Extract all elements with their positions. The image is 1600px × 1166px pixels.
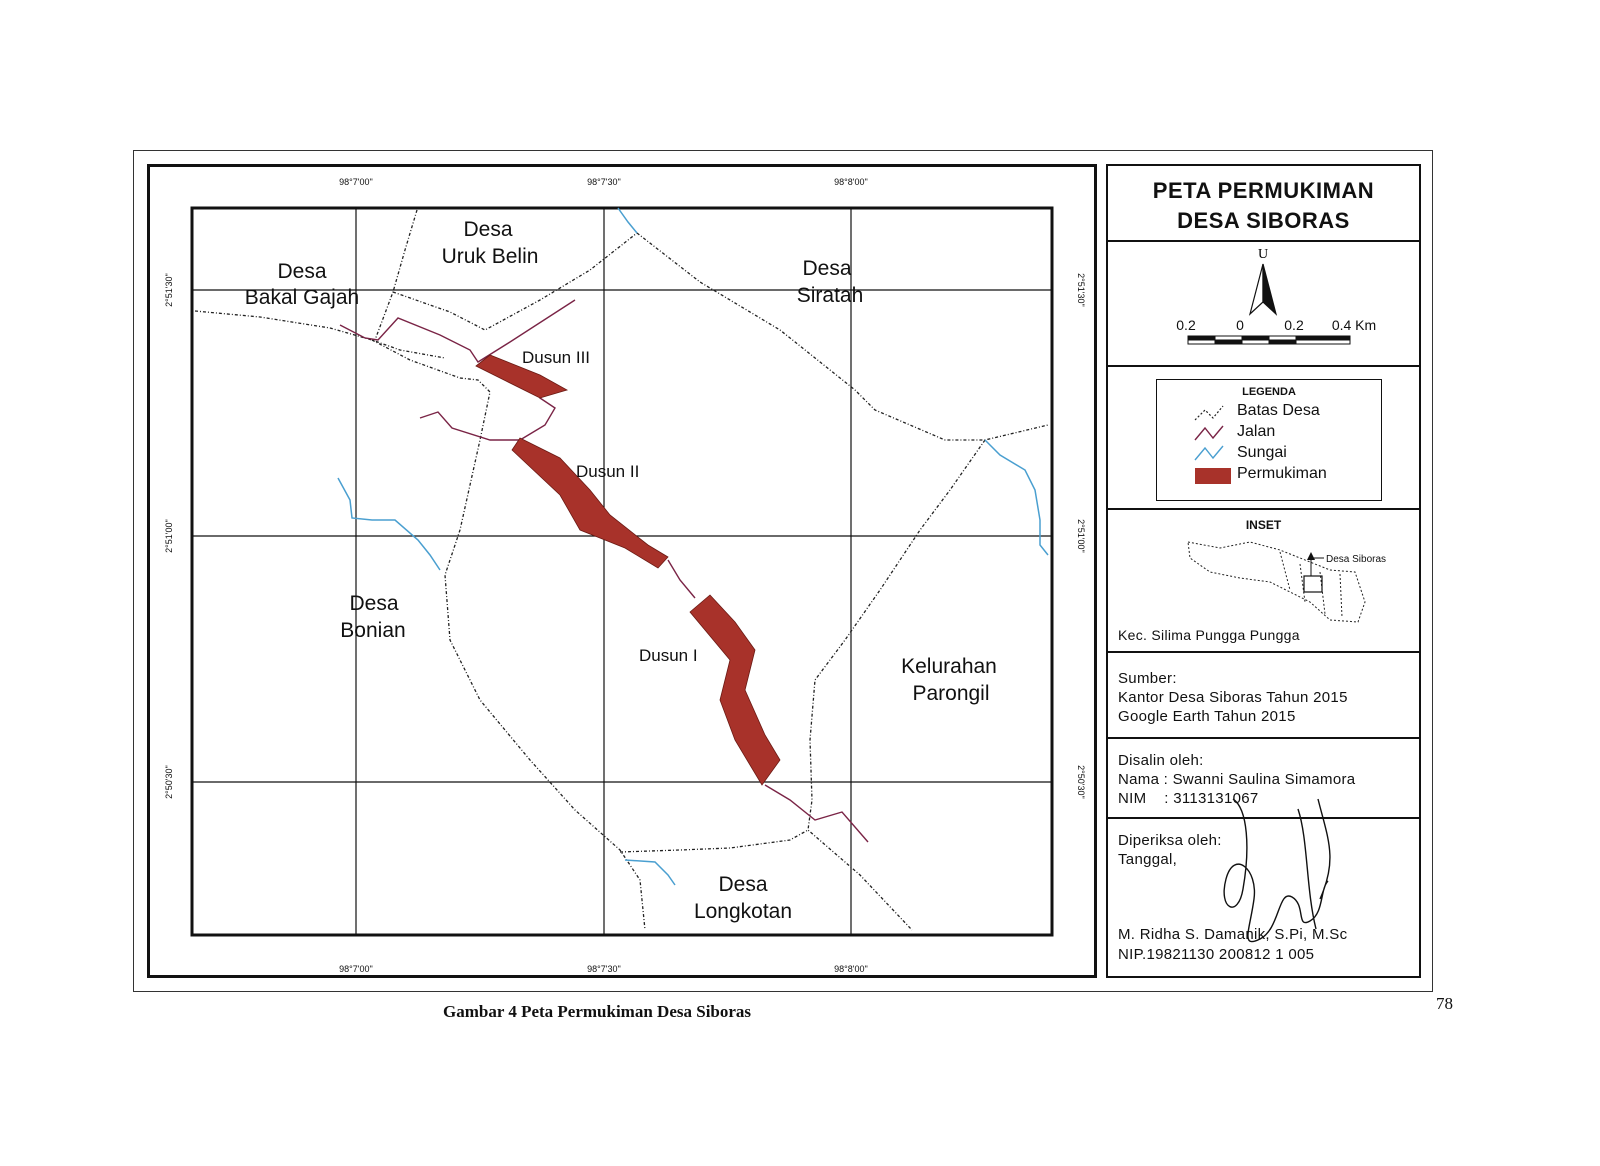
legend-item-river: Sungai: [1237, 444, 1287, 461]
legend-item-boundary: Batas Desa: [1237, 402, 1320, 419]
label-uruk-belin: Uruk Belin: [441, 245, 539, 268]
lon-tick-bottom: 98°7'00'': [339, 964, 373, 974]
lon-tick-bottom: 98°7'30'': [587, 964, 621, 974]
rivers: [338, 208, 1048, 885]
label-parongil: Kelurahan: [901, 655, 997, 678]
road-line-icon: [1195, 426, 1223, 440]
legend-title: LEGENDA: [1242, 386, 1296, 398]
label-bakal-gajah: Bakal Gajah: [244, 286, 360, 309]
label-dusun-1: Dusun I: [639, 646, 698, 665]
scale-panel: [1106, 240, 1421, 367]
copied-by-name: Nama : Swanni Saulina Simamora: [1118, 771, 1356, 788]
inset-title: INSET: [1245, 518, 1282, 532]
inset-map: [1180, 532, 1420, 632]
label-siratah: Siratah: [796, 284, 864, 307]
checked-by-nip: NIP.19821130 200812 1 005: [1118, 946, 1315, 963]
village-boundaries: [195, 210, 1048, 930]
label-dusun-2: Dusun II: [576, 462, 640, 481]
legend-panel: [1106, 365, 1421, 510]
river-line: [338, 478, 440, 570]
lat-tick-left: 2°51'00'': [164, 519, 174, 553]
boundary-line: [195, 311, 445, 358]
settlement-dusun-1: [690, 595, 780, 785]
title-panel: [1106, 164, 1421, 242]
scale-bar: [1188, 336, 1350, 344]
source-line-1: Kantor Desa Siboras Tahun 2015: [1118, 689, 1348, 706]
river-line: [985, 440, 1048, 555]
map-title-line-1: PETA PERMUKIMAN: [1152, 178, 1375, 203]
inset-panel: [1106, 508, 1421, 653]
label-bonian: Desa: [349, 592, 399, 615]
map-neatline: [192, 208, 1052, 935]
label-siratah: Desa: [802, 257, 852, 280]
lat-tick-left: 2°50'30'': [164, 765, 174, 799]
checked-by-heading: Diperiksa oleh:: [1118, 832, 1222, 849]
road-line: [765, 785, 868, 842]
scale-label: 0.2: [1284, 317, 1304, 333]
inset-caption: Kec. Silima Pungga Pungga: [1118, 627, 1300, 643]
settlement-fill-icon: [1195, 468, 1231, 484]
lat-tick-right: 2°51'30'': [1076, 273, 1086, 307]
river-line: [618, 208, 637, 233]
lon-tick-top: 98°8'00'': [834, 177, 868, 187]
lon-tick-bottom: 98°8'00'': [834, 964, 868, 974]
copied-by-heading: Disalin oleh:: [1118, 752, 1204, 769]
legend-box: [1156, 379, 1382, 501]
label-bakal-gajah: Desa: [277, 260, 327, 283]
source-heading: Sumber:: [1118, 670, 1177, 687]
label-longkotan: Desa: [718, 873, 768, 896]
boundary-line-icon: [1195, 406, 1223, 420]
lat-tick-left: 2°51'30'': [164, 273, 174, 307]
label-dusun-3: Dusun III: [522, 348, 591, 367]
checked-by-name: M. Ridha S. Damanik, S.Pi, M.Sc: [1118, 926, 1348, 943]
inset-highlight-box: [1304, 576, 1322, 592]
boundary-line: [620, 830, 808, 852]
signature-icon: [1188, 779, 1388, 979]
label-parongil: Parongil: [912, 682, 990, 705]
river-line: [625, 860, 675, 885]
scale-labels: [1176, 317, 1376, 333]
legend-item-road: Jalan: [1237, 423, 1276, 440]
lon-tick-top: 98°7'30'': [587, 177, 621, 187]
label-uruk-belin: Desa: [463, 218, 513, 241]
legend-symbols: [1193, 402, 1237, 494]
scale-label: 0.4 Km: [1331, 317, 1377, 333]
lon-tick-top: 98°7'00'': [339, 177, 373, 187]
copied-by-nim: NIM : 3113131067: [1118, 790, 1259, 807]
map-title-line-2: DESA SIBORAS: [1177, 208, 1350, 233]
inset-callout-label: Desa Siboras: [1326, 554, 1387, 565]
legend-item-settlement: Permukiman: [1237, 465, 1327, 482]
label-longkotan: Longkotan: [693, 900, 793, 923]
north-label: U: [1257, 247, 1269, 262]
road-line: [668, 560, 695, 598]
north-arrow-icon: [1250, 264, 1276, 314]
lat-tick-right: 2°51'00'': [1076, 519, 1086, 553]
page-number: 78: [1436, 994, 1453, 1013]
river-line-icon: [1195, 446, 1223, 460]
checked-by-panel: [1106, 817, 1421, 978]
settlement-dusun-2: [512, 438, 668, 568]
inset-callout-line: [1311, 558, 1324, 576]
graticule: [192, 208, 1052, 935]
settlements: [476, 355, 780, 785]
figure-caption: Gambar 4 Peta Permukiman Desa Siboras: [443, 1002, 752, 1021]
source-line-2: Google Earth Tahun 2015: [1118, 708, 1296, 725]
scale-label: 0: [1236, 317, 1244, 333]
checked-by-date: Tanggal,: [1118, 851, 1178, 868]
label-bonian: Bonian: [340, 619, 406, 642]
lat-tick-right: 2°50'30'': [1076, 765, 1086, 799]
inset-pointer-icon: [1307, 552, 1315, 560]
source-panel: [1106, 651, 1421, 739]
scale-label: 0.2: [1176, 317, 1196, 333]
north-scale-graphic: [1108, 242, 1419, 365]
